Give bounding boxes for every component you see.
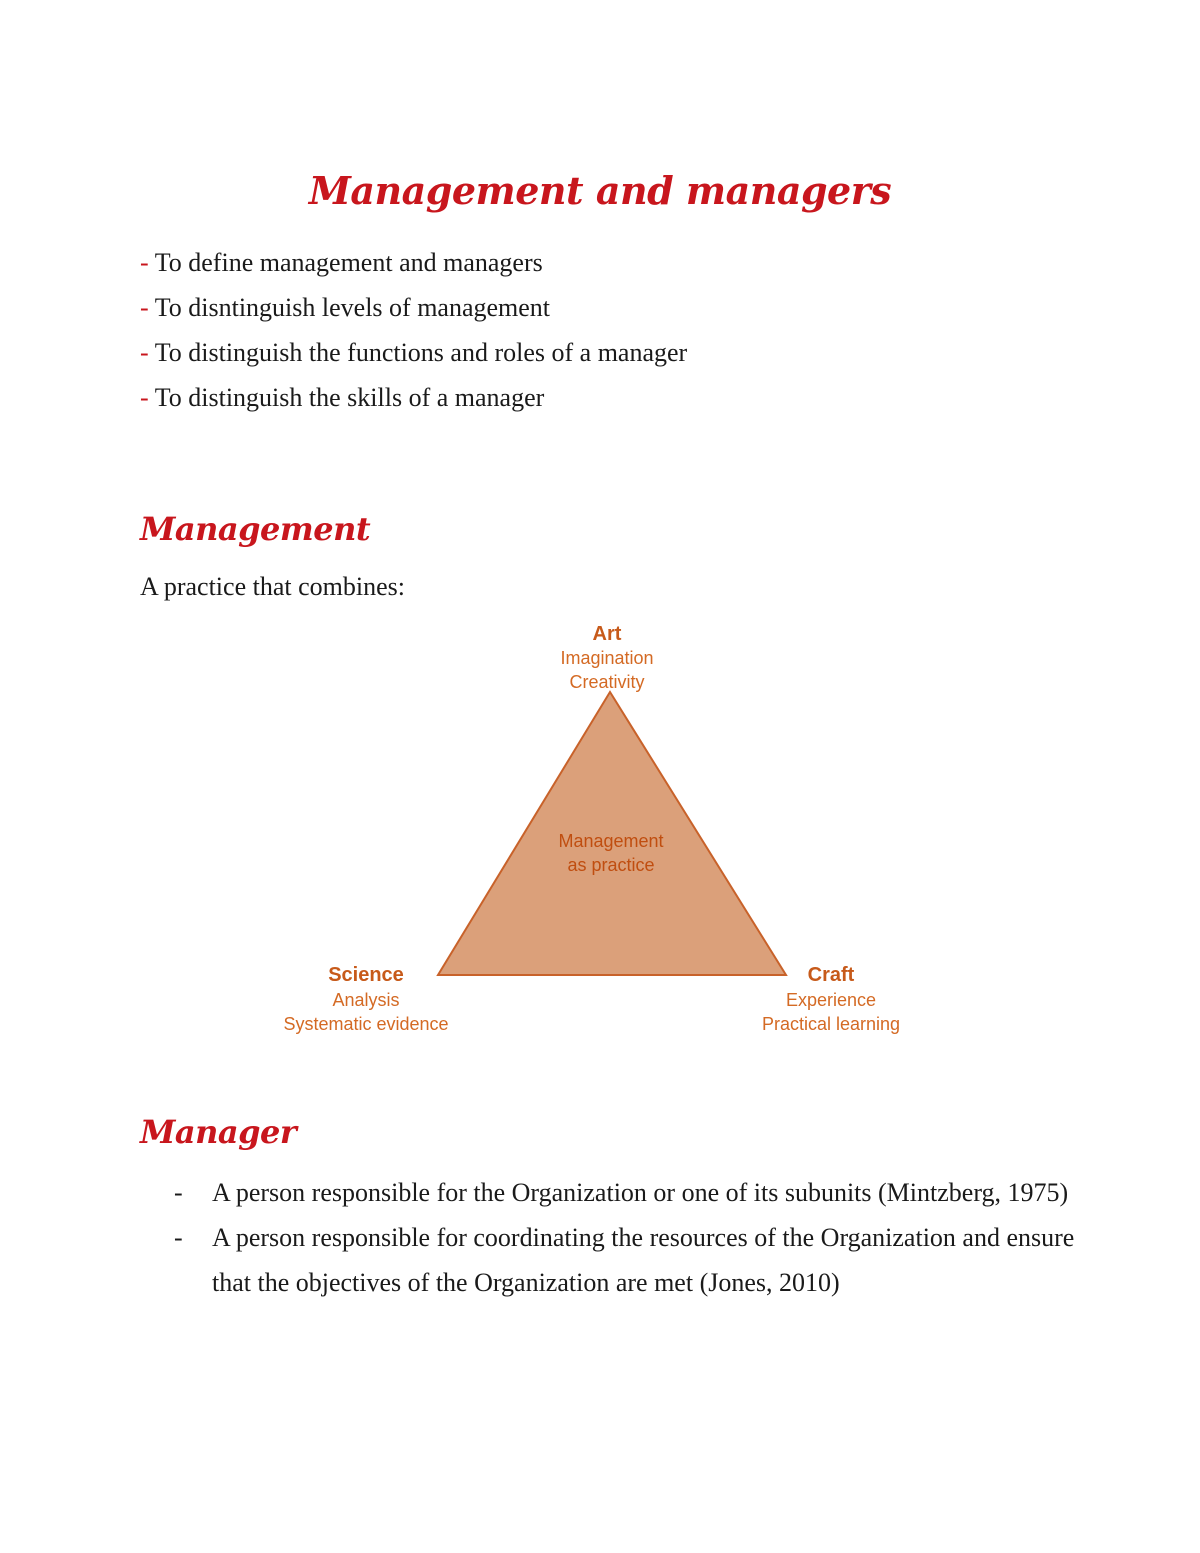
list-item — [170, 1170, 1100, 1215]
science-title: Science — [328, 964, 404, 986]
definition-text: A person responsible for the Organization or one of its subunits (Mintzberg, 1975) — [212, 1178, 1069, 1207]
dash-bullet: - — [174, 1178, 183, 1207]
objective-text: To distinguish the functions and roles of a manager — [154, 338, 688, 367]
page-title: Management and managers — [308, 168, 892, 213]
dash-bullet: - — [140, 383, 149, 412]
definition-text: A person responsible for coordinating the resources of the Organization and ensure that the objectives of the Organization are met (Jones, 2010) — [212, 1223, 1075, 1297]
dash-bullet: - — [140, 338, 149, 367]
art-title: Art — [592, 623, 622, 645]
art-line-2: Creativity — [569, 672, 645, 692]
manager-definitions-list — [170, 1170, 1100, 1305]
dash-bullet: - — [174, 1223, 183, 1252]
objective-text: To distinguish the skills of a manager — [154, 383, 545, 412]
craft-line-1: Experience — [785, 990, 877, 1010]
objective-text: To disntinguish levels of management — [154, 293, 551, 322]
craft-title: Craft — [807, 964, 855, 986]
objective-text: To define management and managers — [154, 248, 543, 277]
center-line-2: as practice — [567, 855, 655, 875]
list-item — [170, 1215, 1100, 1305]
management-intro: A practice that combines: — [140, 572, 405, 601]
management-heading: Management — [140, 510, 371, 548]
dash-bullet: - — [140, 248, 149, 277]
manager-heading: Manager — [140, 1113, 297, 1151]
craft-line-2: Practical learning — [761, 1014, 901, 1034]
art-line-1: Imagination — [560, 648, 654, 668]
science-line-1: Analysis — [332, 990, 400, 1010]
dash-bullet: - — [140, 293, 149, 322]
center-line-1: Management — [558, 831, 664, 851]
science-line-2: Systematic evidence — [283, 1014, 449, 1034]
